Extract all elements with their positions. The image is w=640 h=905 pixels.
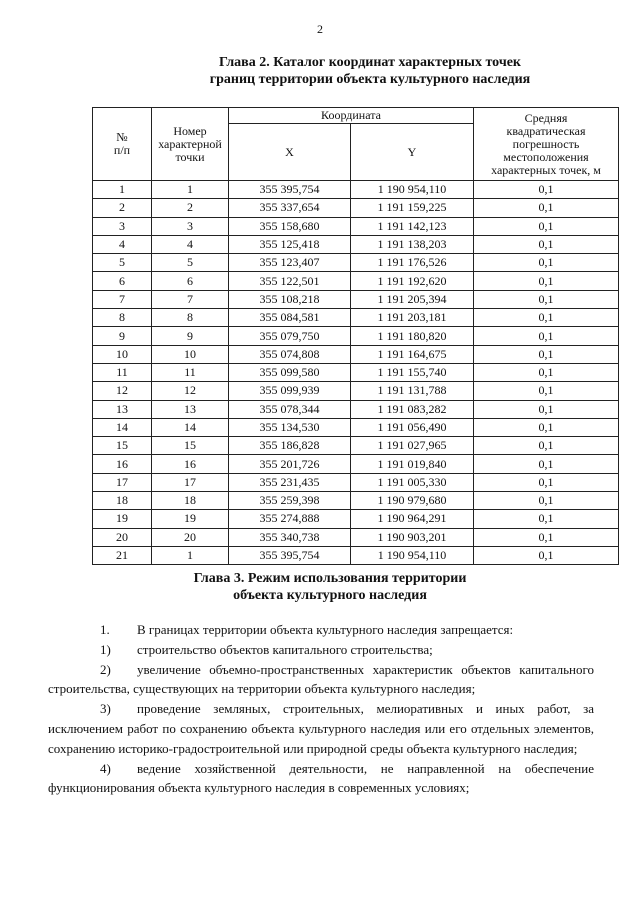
point-number-cell: 14 — [152, 418, 229, 436]
paragraph — [48, 620, 594, 640]
mean-error-cell: 0,1 — [474, 309, 619, 327]
x-coordinate-cell: 355 074,808 — [229, 345, 351, 363]
table-row — [93, 528, 619, 546]
row-number-cell: 6 — [93, 272, 152, 290]
table-row — [93, 199, 619, 217]
paragraph-text: В границах территории объекта культурного наследия запрещается: — [137, 622, 514, 637]
x-coordinate-cell: 355 158,680 — [229, 217, 351, 235]
row-number-cell: 5 — [93, 254, 152, 272]
y-coordinate-cell: 1 191 155,740 — [351, 363, 474, 381]
y-coordinate-cell: 1 190 954,110 — [351, 546, 474, 564]
mean-error-cell: 0,1 — [474, 199, 619, 217]
header-num-line: № — [116, 130, 128, 144]
table-row — [93, 382, 619, 400]
point-number-cell: 18 — [152, 492, 229, 510]
mean-error-cell: 0,1 — [474, 290, 619, 308]
row-number-cell: 9 — [93, 327, 152, 345]
y-coordinate-cell: 1 191 131,788 — [351, 382, 474, 400]
y-coordinate-cell: 1 191 159,225 — [351, 199, 474, 217]
x-coordinate-cell: 355 231,435 — [229, 473, 351, 491]
x-coordinate-cell: 355 395,754 — [229, 181, 351, 199]
table-row — [93, 418, 619, 436]
chapter-2-title-line-1: Глава 2. Каталог координат характерных точек — [219, 55, 521, 70]
row-number-cell: 18 — [93, 492, 152, 510]
row-number-cell: 16 — [93, 455, 152, 473]
mean-error-cell: 0,1 — [474, 455, 619, 473]
chapter-3-title — [60, 570, 600, 604]
y-coordinate-cell: 1 190 964,291 — [351, 510, 474, 528]
paragraph-text: строительство объектов капитального строительства; — [137, 641, 433, 657]
mean-error-cell: 0,1 — [474, 217, 619, 235]
mean-error-cell: 0,1 — [474, 235, 619, 253]
table-row — [93, 235, 619, 253]
paragraph — [48, 759, 594, 799]
y-coordinate-cell: 1 190 954,110 — [351, 181, 474, 199]
row-number-cell: 1 — [93, 181, 152, 199]
header-num-line: п/п — [113, 143, 131, 157]
chapter-3-title-line-1: Глава 3. Режим использования территории — [193, 571, 467, 586]
y-coordinate-cell: 1 191 203,181 — [351, 309, 474, 327]
x-coordinate-cell: 355 340,738 — [229, 528, 351, 546]
table-row — [93, 181, 619, 199]
table-row — [93, 437, 619, 455]
header-point-number — [152, 108, 229, 181]
point-number-cell: 1 — [152, 546, 229, 564]
x-coordinate-cell: 355 079,750 — [229, 327, 351, 345]
x-coordinate-cell: 355 337,654 — [229, 199, 351, 217]
mean-error-cell: 0,1 — [474, 345, 619, 363]
y-coordinate-cell: 1 190 903,201 — [351, 528, 474, 546]
row-number-cell: 13 — [93, 400, 152, 418]
x-coordinate-cell: 355 108,218 — [229, 290, 351, 308]
point-number-cell: 8 — [152, 309, 229, 327]
point-number-cell: 2 — [152, 199, 229, 217]
table-row — [93, 309, 619, 327]
paragraph — [48, 640, 594, 660]
header-coordinate: Координата — [229, 108, 474, 124]
point-number-cell: 7 — [152, 290, 229, 308]
y-coordinate-cell: 1 191 005,330 — [351, 473, 474, 491]
row-number-cell: 10 — [93, 345, 152, 363]
paragraph-number: 4) — [100, 760, 111, 776]
header-error-line: местоположения — [503, 149, 589, 164]
point-number-cell: 13 — [152, 400, 229, 418]
point-number-cell: 3 — [152, 217, 229, 235]
row-number-cell: 12 — [93, 382, 152, 400]
y-coordinate-cell: 1 190 979,680 — [351, 492, 474, 510]
mean-error-cell: 0,1 — [474, 400, 619, 418]
x-coordinate-cell: 355 274,888 — [229, 510, 351, 528]
x-coordinate-cell: 355 084,581 — [229, 309, 351, 327]
chapter-2-title — [100, 54, 640, 88]
row-number-cell: 14 — [93, 418, 152, 436]
point-number-cell: 19 — [152, 510, 229, 528]
y-coordinate-cell: 1 191 083,282 — [351, 400, 474, 418]
row-number-cell: 3 — [93, 217, 152, 235]
header-error-line: квадратическая — [506, 123, 586, 138]
y-coordinate-cell: 1 191 138,203 — [351, 235, 474, 253]
header-y: Y — [351, 124, 474, 181]
chapter-2-title-line-2: границ территории объекта культурного наследия — [209, 72, 531, 87]
y-coordinate-cell: 1 191 019,840 — [351, 455, 474, 473]
y-coordinate-cell: 1 191 142,123 — [351, 217, 474, 235]
table-row — [93, 363, 619, 381]
y-coordinate-cell: 1 191 205,394 — [351, 290, 474, 308]
table-row — [93, 492, 619, 510]
row-number-cell: 20 — [93, 528, 152, 546]
x-coordinate-cell: 355 099,939 — [229, 382, 351, 400]
mean-error-cell: 0,1 — [474, 510, 619, 528]
mean-error-cell: 0,1 — [474, 418, 619, 436]
row-number-cell: 2 — [93, 199, 152, 217]
point-number-cell: 4 — [152, 235, 229, 253]
point-number-cell: 20 — [152, 528, 229, 546]
mean-error-cell: 0,1 — [474, 363, 619, 381]
row-number-cell: 15 — [93, 437, 152, 455]
header-error-line: характерных точек, м — [491, 162, 601, 177]
header-error-line: Средняя — [524, 110, 568, 125]
paragraph-number: 3) — [100, 701, 111, 717]
y-coordinate-cell: 1 191 056,490 — [351, 418, 474, 436]
row-number-cell: 11 — [93, 363, 152, 381]
mean-error-cell: 0,1 — [474, 473, 619, 491]
point-number-cell: 17 — [152, 473, 229, 491]
mean-error-cell: 0,1 — [474, 327, 619, 345]
page-number: 2 — [317, 22, 323, 36]
x-coordinate-cell: 355 078,344 — [229, 400, 351, 418]
header-point-line: характерной — [158, 136, 222, 151]
row-number-cell: 17 — [93, 473, 152, 491]
header-point-line: точки — [175, 149, 205, 164]
mean-error-cell: 0,1 — [474, 272, 619, 290]
point-number-cell: 5 — [152, 254, 229, 272]
mean-error-cell: 0,1 — [474, 437, 619, 455]
point-number-cell: 15 — [152, 437, 229, 455]
x-coordinate-cell: 355 186,828 — [229, 437, 351, 455]
table-row — [93, 345, 619, 363]
point-number-cell: 12 — [152, 382, 229, 400]
point-number-cell: 11 — [152, 363, 229, 381]
table-row — [93, 272, 619, 290]
header-point-line: Номер — [173, 123, 207, 138]
header-num — [93, 108, 152, 181]
chapter-3-title-line-2: объекта культурного наследия — [233, 588, 427, 603]
header-x: X — [229, 124, 351, 181]
mean-error-cell: 0,1 — [474, 492, 619, 510]
row-number-cell: 7 — [93, 290, 152, 308]
paragraph-text: ведение хозяйственной деятельности, не направленной на обеспечение функционирования объекта культурного наследия в современных условиях; — [48, 760, 594, 796]
paragraph-text: проведение земляных, строительных, мелиоративных и иных работ, за исключением работ по сохранению объекта культурного наследия или его отдельных элементов, сохранению историко-градостроительной или природной среды объекта культурного наследия; — [48, 701, 594, 756]
row-number-cell: 21 — [93, 546, 152, 564]
point-number-cell: 1 — [152, 181, 229, 199]
x-coordinate-cell: 355 125,418 — [229, 235, 351, 253]
x-coordinate-cell: 355 134,530 — [229, 418, 351, 436]
x-coordinate-cell: 355 122,501 — [229, 272, 351, 290]
paragraph-number: 1) — [100, 641, 111, 657]
y-coordinate-cell: 1 191 164,675 — [351, 345, 474, 363]
table-row — [93, 217, 619, 235]
table-row — [93, 254, 619, 272]
mean-error-cell: 0,1 — [474, 181, 619, 199]
paragraph — [48, 699, 594, 758]
header-error-line: погрешность — [512, 136, 580, 151]
paragraph-number: 2) — [100, 661, 111, 677]
y-coordinate-cell: 1 191 192,620 — [351, 272, 474, 290]
mean-error-cell: 0,1 — [474, 546, 619, 564]
mean-error-cell: 0,1 — [474, 382, 619, 400]
paragraph-text: увеличение объемно-пространственных характеристик объектов капитального строительства, существующих на территории объекта культурного наследия; — [48, 661, 594, 697]
row-number-cell: 19 — [93, 510, 152, 528]
x-coordinate-cell: 355 201,726 — [229, 455, 351, 473]
mean-error-cell: 0,1 — [474, 254, 619, 272]
table-row — [93, 290, 619, 308]
table-row — [93, 510, 619, 528]
point-number-cell: 6 — [152, 272, 229, 290]
paragraph — [48, 660, 594, 700]
row-number-cell: 8 — [93, 309, 152, 327]
coordinates-table — [92, 107, 619, 565]
y-coordinate-cell: 1 191 176,526 — [351, 254, 474, 272]
point-number-cell: 16 — [152, 455, 229, 473]
table-row — [93, 327, 619, 345]
y-coordinate-cell: 1 191 027,965 — [351, 437, 474, 455]
table-row — [93, 400, 619, 418]
table-row — [93, 473, 619, 491]
x-coordinate-cell: 355 259,398 — [229, 492, 351, 510]
table-row — [93, 455, 619, 473]
table-row — [93, 546, 619, 564]
paragraph-number: 1. — [100, 622, 110, 637]
x-coordinate-cell: 355 395,754 — [229, 546, 351, 564]
chapter-3-body — [48, 620, 594, 798]
x-coordinate-cell: 355 099,580 — [229, 363, 351, 381]
row-number-cell: 4 — [93, 235, 152, 253]
point-number-cell: 10 — [152, 345, 229, 363]
x-coordinate-cell: 355 123,407 — [229, 254, 351, 272]
mean-error-cell: 0,1 — [474, 528, 619, 546]
header-mean-error — [474, 108, 619, 181]
y-coordinate-cell: 1 191 180,820 — [351, 327, 474, 345]
point-number-cell: 9 — [152, 327, 229, 345]
